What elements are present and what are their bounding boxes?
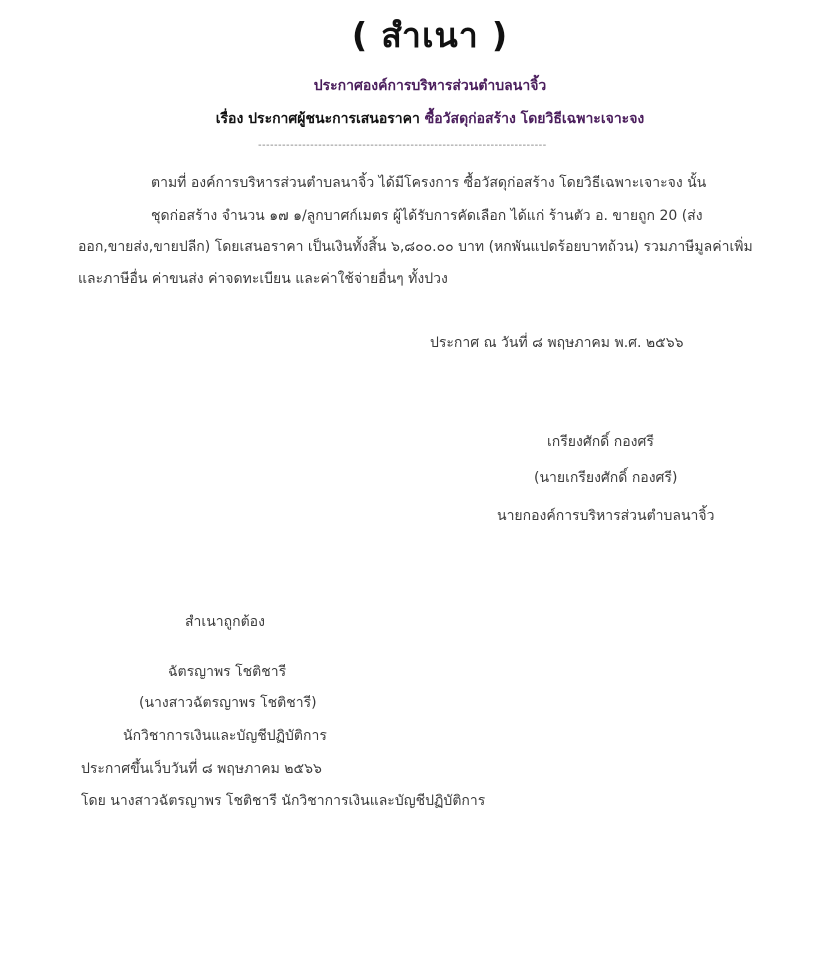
posted-by: โดย นางสาวฉัตรญาพร โชติชารี นักวิชาการเงินและบัญชีปฏิบัติการ: [81, 793, 486, 809]
body-line-1: ตามที่ องค์การบริหารส่วนตำบลนาจิ้ว ได้มีโครงการ ซื้อวัสดุก่อสร้าง โดยวิธีเฉพาะเจาะจง นั้น: [151, 175, 707, 191]
document-title: ( สำเนา ): [351, 16, 509, 56]
certifier-position: นักวิชาการเงินและบัญชีปฏิบัติการ: [123, 728, 327, 744]
certifier-signature: ฉัตรญาพร โชติชารี: [168, 664, 287, 680]
body-line-2: ชุดก่อสร้าง จำนวน ๑๗ ๑/ลูกบาศก์เมตร ผู้ได้รับการคัดเลือก ได้แก่ ร้านตัว อ. ขายถูก 20 (ส่ง: [151, 208, 703, 224]
divider-line: ------------------------------------------------------------------------: [258, 140, 547, 151]
subject-prefix: เรื่อง ประกาศผู้ชนะการเสนอราคา: [215, 111, 425, 127]
signatory-name: (นายเกรียงศักดิ์ กองศรี): [534, 470, 678, 486]
body-line-4: และภาษีอื่น ค่าขนส่ง ค่าจดทะเบียน และค่าใช้จ่ายอื่นๆ ทั้งปวง: [78, 271, 448, 287]
certified-copy-label: สำเนาถูกต้อง: [185, 614, 265, 630]
certifier-name: (นางสาวฉัตรญาพร โชติชารี): [139, 695, 317, 711]
web-posting-date: ประกาศขึ้นเว็บวันที่ ๘ พฤษภาคม ๒๕๖๖: [81, 761, 322, 777]
signatory-signature: เกรียงศักดิ์ กองศรี: [547, 434, 654, 450]
body-line-3: ออก,ขายส่ง,ขายปลีก) โดยเสนอราคา เป็นเงินทั้งสิ้น ๖,๘๐๐.๐๐ บาท (หกพันแปดร้อยบาทถ้วน) รวมภาษีมูลค่าเพิ่ม: [78, 239, 753, 255]
announcement-subject-line: [0, 108, 817, 130]
signatory-position: นายกองค์การบริหารส่วนตำบลนาจิ้ว: [497, 508, 715, 524]
announcement-date: ประกาศ ณ วันที่ ๘ พฤษภาคม พ.ศ. ๒๕๖๖: [430, 335, 684, 351]
subject-text: ซื้อวัสดุก่อสร้าง โดยวิธีเฉพาะเจาะจง: [424, 111, 645, 127]
announcement-heading: ประกาศองค์การบริหารส่วนตำบลนาจิ้ว: [313, 78, 547, 94]
